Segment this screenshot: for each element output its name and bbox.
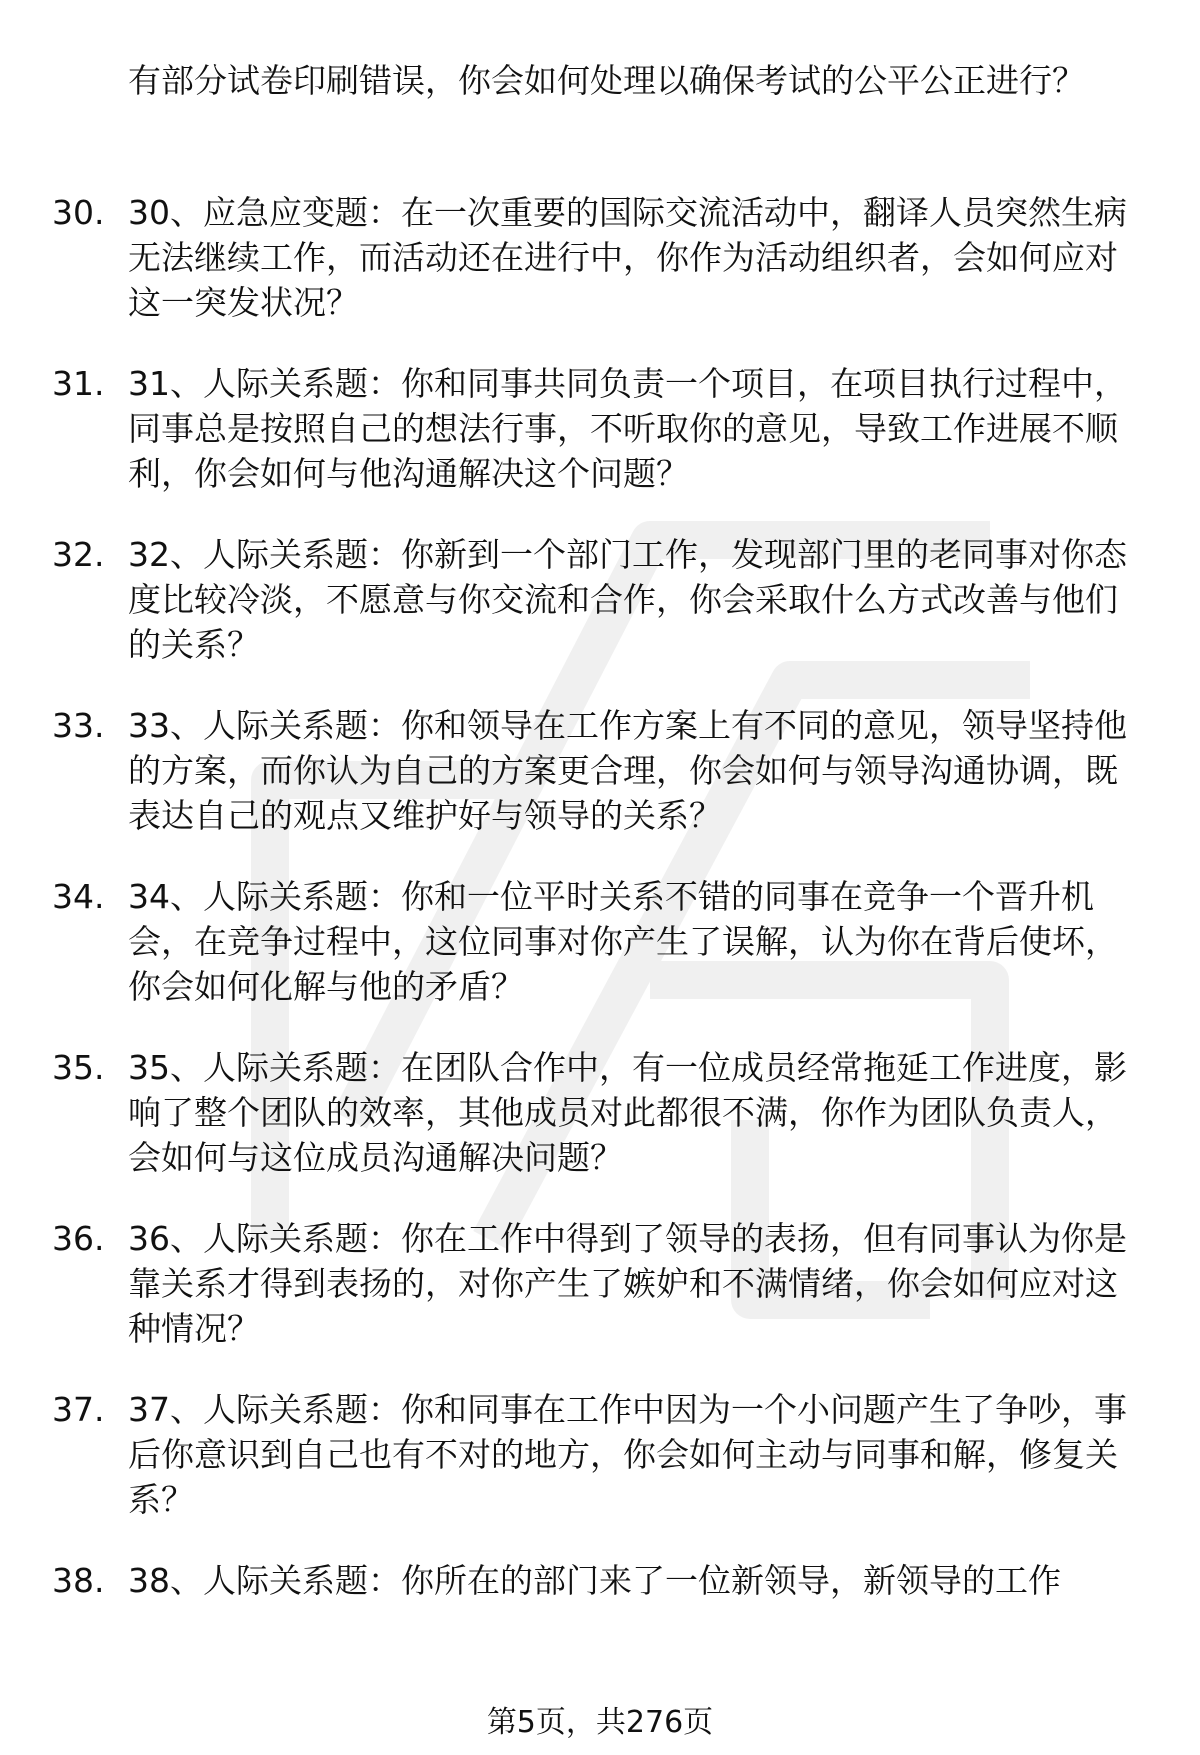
question-number: 38.	[52, 1561, 105, 1600]
question-number: 32.	[52, 535, 105, 574]
question-number: 34.	[52, 877, 105, 916]
question-number: 36.	[52, 1219, 105, 1258]
continued-question-text: 有部分试卷印刷错误，你会如何处理以确保考试的公平公正进行？	[128, 61, 1085, 100]
question-text: 37、人际关系题：你和同事在工作中因为一个小问题产生了争吵，事后你意识到自己也有不对的地方，你会如何主动与同事和解，修复关系？	[128, 1390, 1127, 1519]
question-text: 33、人际关系题：你和领导在工作方案上有不同的意见，领导坚持他的方案，而你认为自己的方案更合理，你会如何与领导沟通协调，既表达自己的观点又维护好与领导的关系？	[128, 706, 1127, 835]
question-item	[0, 361, 1200, 496]
question-text: 36、人际关系题：你在工作中得到了领导的表扬，但有同事认为你是靠关系才得到表扬的，对你产生了嫉妒和不满情绪，你会如何应对这种情况？	[128, 1219, 1127, 1348]
question-number: 33.	[52, 706, 105, 745]
question-text: 34、人际关系题：你和一位平时关系不错的同事在竞争一个晋升机会，在竞争过程中，这位同事对你产生了误解，认为你在背后使坏，你会如何化解与他的矛盾？	[128, 877, 1118, 1006]
question-number: 31.	[52, 364, 105, 403]
question-list	[0, 190, 1200, 1639]
question-text: 31、人际关系题：你和同事共同负责一个项目，在项目执行过程中，同事总是按照自己的想法行事，不听取你的意见，导致工作进展不顺利，你会如何与他沟通解决这个问题？	[128, 364, 1127, 493]
question-number: 37.	[52, 1390, 105, 1429]
question-item	[0, 874, 1200, 1009]
question-item	[0, 1387, 1200, 1522]
page-footer: 第5页，共276页	[486, 1705, 714, 1740]
question-item	[0, 1045, 1200, 1180]
question-item	[0, 703, 1200, 838]
question-item	[0, 1216, 1200, 1351]
question-number: 35.	[52, 1048, 105, 1087]
question-item	[0, 1558, 1200, 1603]
question-item	[0, 532, 1200, 667]
question-text: 38、人际关系题：你所在的部门来了一位新领导，新领导的工作	[128, 1561, 1061, 1600]
question-item	[0, 190, 1200, 325]
question-text: 35、人际关系题：在团队合作中，有一位成员经常拖延工作进度，影响了整个团队的效率，其他成员对此都很不满，你作为团队负责人，会如何与这位成员沟通解决问题？	[128, 1048, 1127, 1177]
question-number: 30.	[52, 193, 105, 232]
question-text: 30、应急应变题：在一次重要的国际交流活动中，翻译人员突然生病无法继续工作，而活动还在进行中，你作为活动组织者，会如何应对这一突发状况？	[128, 193, 1127, 322]
question-text: 32、人际关系题：你新到一个部门工作，发现部门里的老同事对你态度比较冷淡，不愿意与你交流和合作，你会采取什么方式改善与他们的关系？	[128, 535, 1127, 664]
